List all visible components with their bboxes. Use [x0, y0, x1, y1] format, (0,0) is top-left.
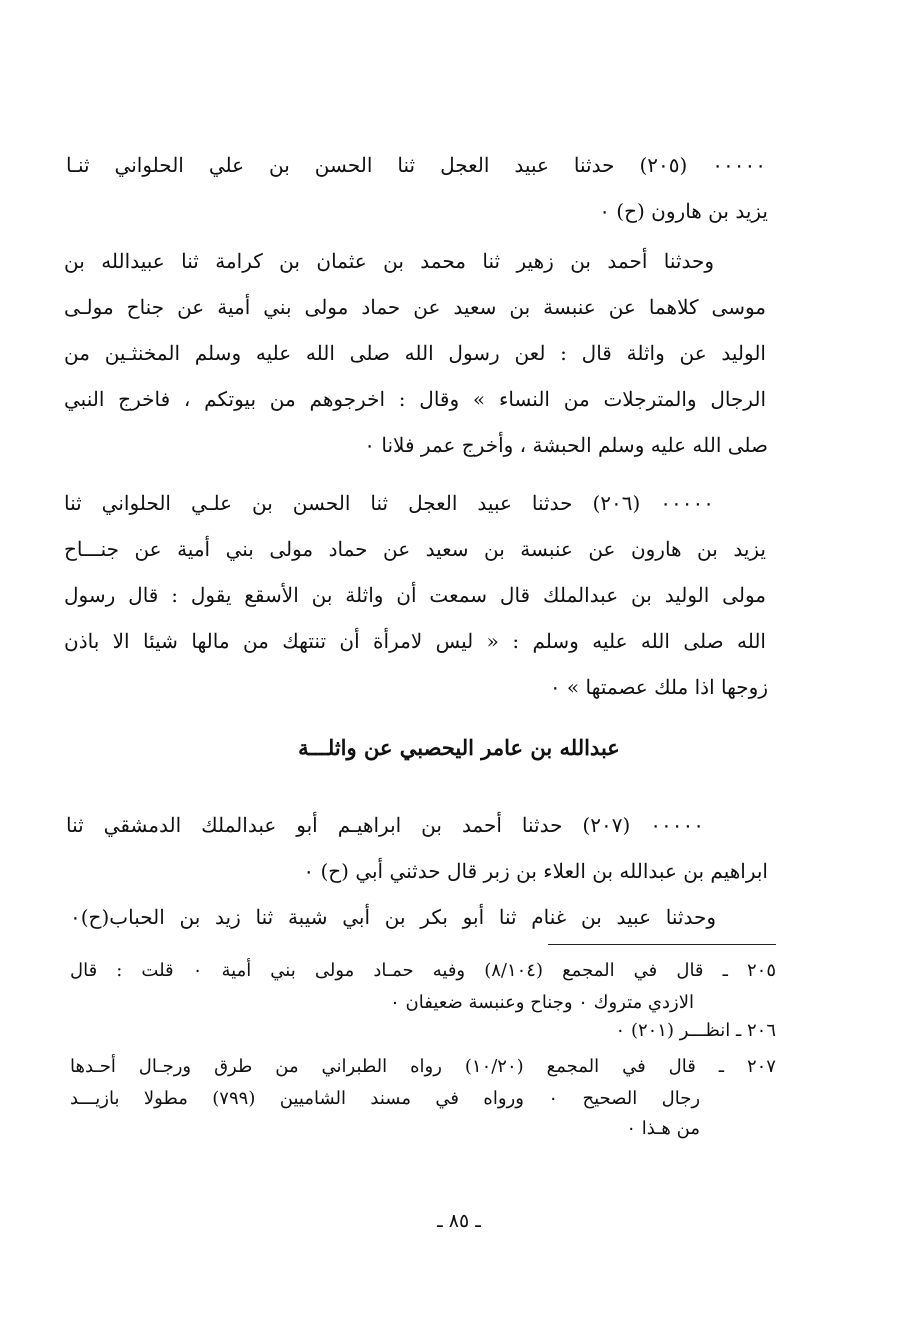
text-line: الوليد عن واثلة قال : لعن رسول الله صلى الله عليه وسلم المخنثـين من	[64, 341, 766, 365]
footnote-205-line: الازدي متروك ٠ وجناح وعنبسة ضعيفان ٠	[390, 992, 694, 1013]
text-line: يزيد بن هارون عن عنبسة بن سعيد عن حماد مولى بني أمية عن جنـــاح	[64, 537, 766, 561]
text-line: ابراهيم بن عبدالله بن العلاء بن زبر قال حدثني أبي (ح) ٠	[303, 859, 768, 883]
footnote-207-line: رجال الصحيح ٠ ورواه في مسند الشاميين (٧٩٩) مطولا بازيـــد	[70, 1088, 701, 1109]
footnote-207-line: من هـذا ٠	[626, 1118, 700, 1139]
section-heading: عبدالله بن عامر اليحصبي عن واثلـــة	[298, 735, 620, 760]
text-line: ٠٠٠٠٠ (٢٠٧) حدثنا أحمد بن ابراهيـم أبو عبدالملك الدمشقي ثنا	[66, 813, 704, 837]
text-line: وحدثنا عبيد بن غنام ثنا أبو بكر بن أبي شيبة ثنا زيد بن الحباب(ح)٠	[70, 905, 716, 929]
footnote-207-line: ٢٠٧ ـ قال في المجمع (١٠/٢٠) رواه الطبراني من طرق ورجـال أحـدها	[70, 1056, 776, 1077]
text-line: صلى الله عليه وسلم الحبشة ، وأخرج عمر فلانا ٠	[364, 433, 768, 457]
text-line: موسى كلاهما عن عنبسة بن سعيد عن حماد مولى بني أمية عن جناح مولـى	[64, 295, 766, 319]
text-line: زوجها اذا ملك عصمتها » ٠	[549, 675, 768, 699]
page-number: ـ ٨٥ ـ	[437, 1210, 481, 1232]
footnote-206-line: ٢٠٦ ـ انظـــر (٢٠١) ٠	[615, 1020, 776, 1041]
text-line: مولى الوليد بن عبدالملك قال سمعت أن واثلة بن الأسقع يقول : قال رسول	[64, 583, 766, 607]
text-line: الرجال والمترجلات من النساء » وقال : اخرجوهم من بيوتكم ، فاخرج النبي	[64, 387, 766, 411]
footnote-205-line: ٢٠٥ ـ قال في المجمع (٨/١٠٤) وفيه حمـاد مولى بني أمية ٠ قلت : قال	[70, 960, 776, 981]
footnote-separator	[548, 944, 776, 945]
text-line: ٠٠٠٠٠ (٢٠٥) حدثنا عبيد العجل ثنا الحسن بن علي الحلواني ثنـا	[66, 153, 766, 177]
text-line: الله صلى الله عليه وسلم : « ليس لامرأة أن تنتهك من مالها شيئا الا باذن	[64, 629, 766, 653]
text-line: يزيد بن هارون (ح) ٠	[599, 199, 768, 223]
text-line: وحدثنا أحمد بن زهير ثنا محمد بن عثمان بن كرامة ثنا عبيدالله بن	[64, 249, 714, 273]
text-line: ٠٠٠٠٠ (٢٠٦) حدثنا عبيد العجل ثنا الحسن بن علـي الحلواني ثنا	[64, 491, 714, 515]
